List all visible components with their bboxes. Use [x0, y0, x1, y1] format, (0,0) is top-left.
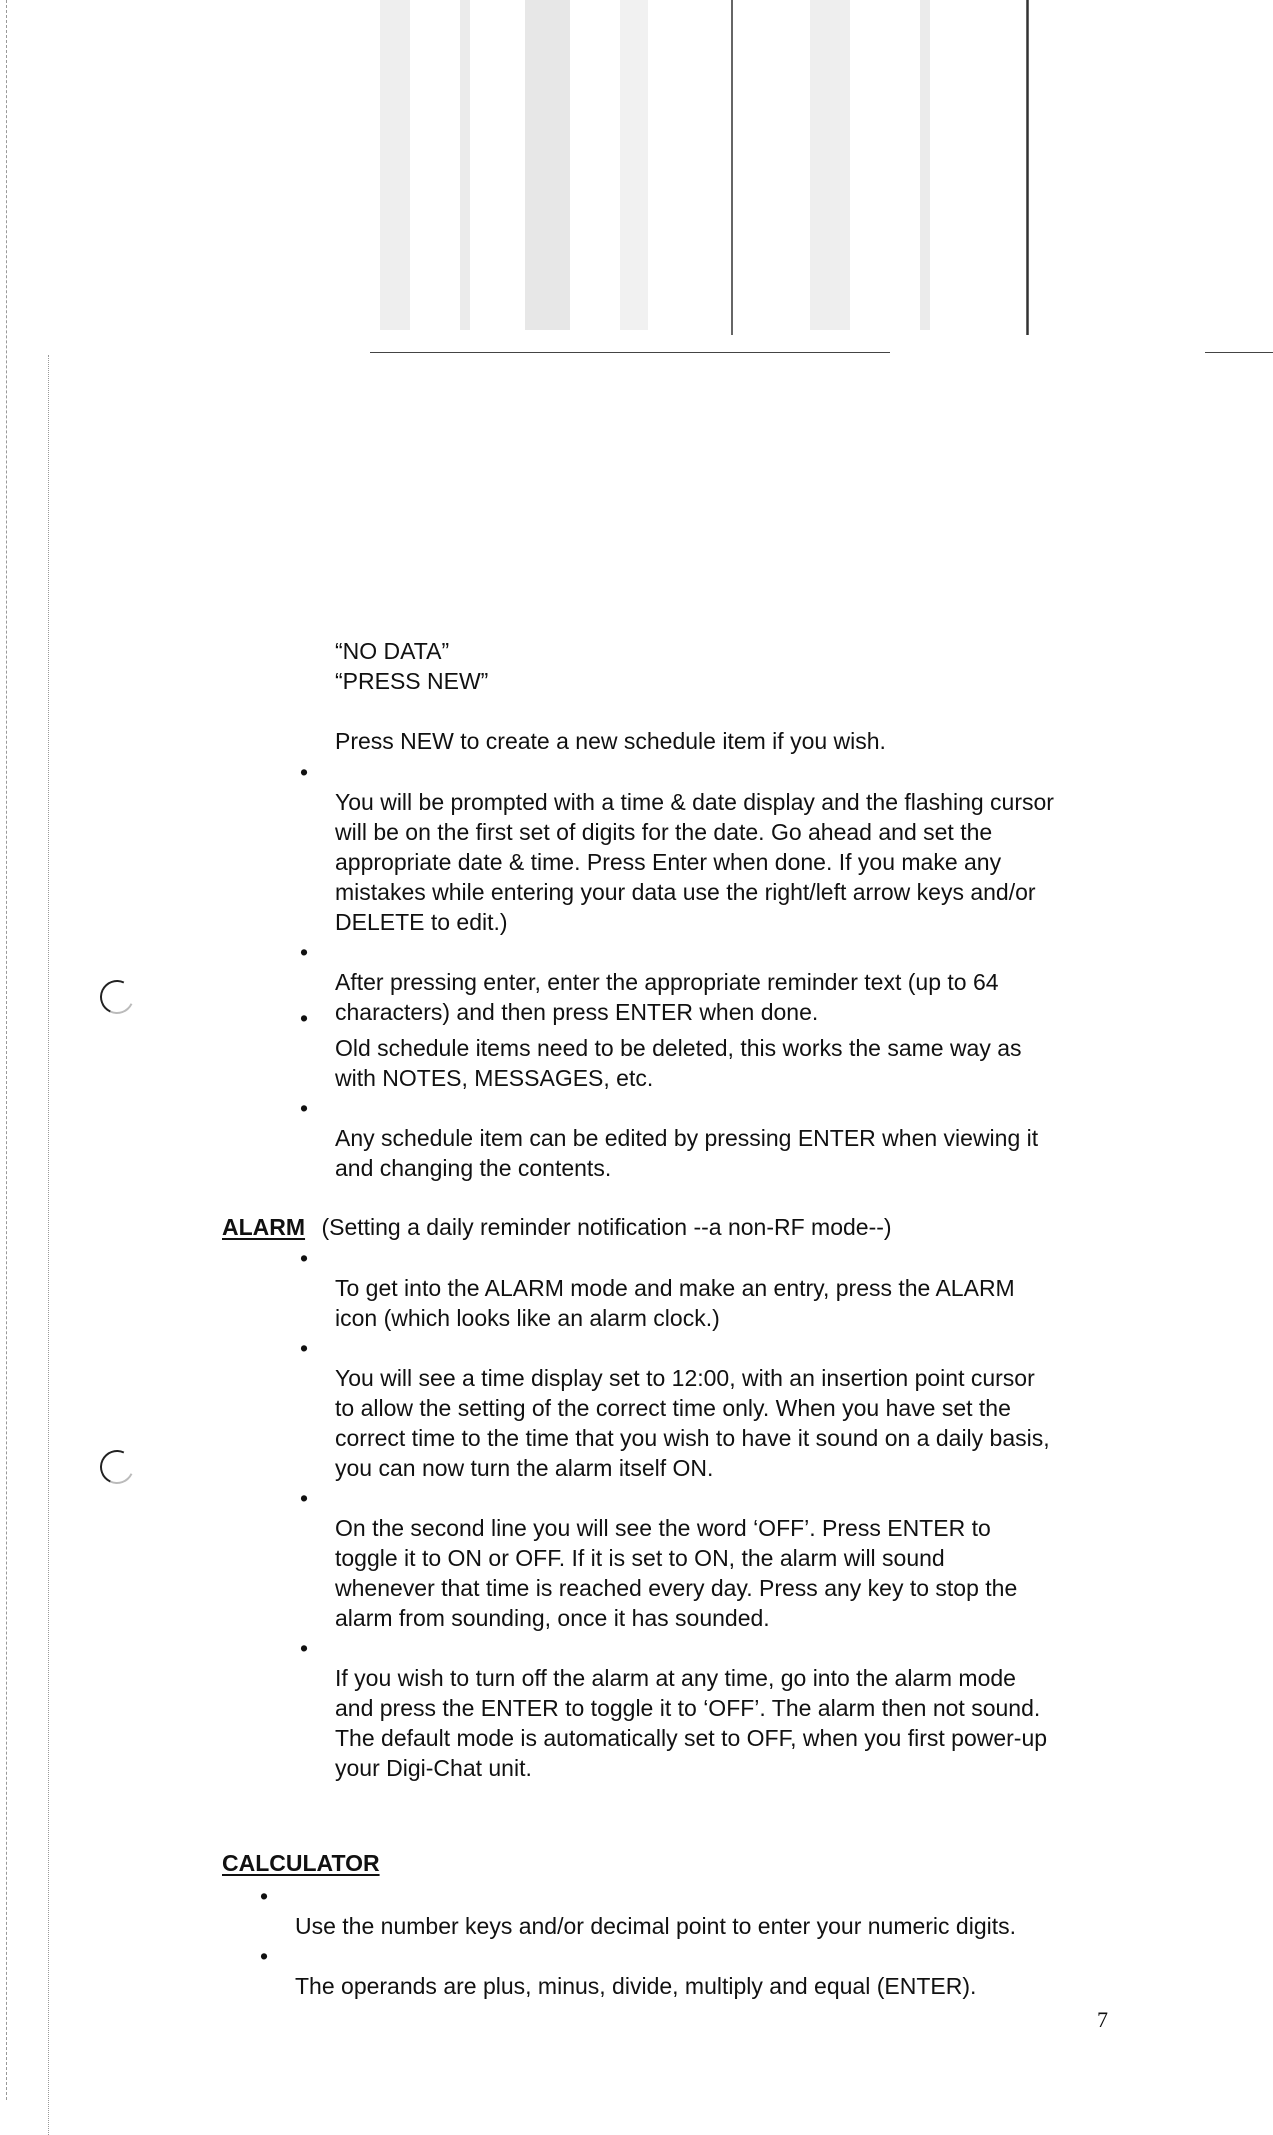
binder-hole-icon [95, 975, 139, 1019]
scan-noise-band [290, 0, 1225, 335]
bullet-icon: • [300, 1335, 309, 1361]
alarm-subtitle: (Setting a daily reminder notification --a non-RF mode--) [321, 1214, 892, 1240]
list-item: • Use the number keys and/or decimal point to enter your numeric digits. [260, 1883, 1017, 1939]
bullet-icon: • [260, 1883, 269, 1909]
alarm-list [300, 1243, 1260, 1783]
list-item: • Any schedule item can be edited by pressing ENTER when viewing it and changing the contents. [300, 1095, 1039, 1181]
display-line: “NO DATA” [335, 638, 450, 664]
scan-rule-right [1205, 352, 1273, 353]
list-item: • After pressing enter, enter the appropriate reminder text (up to 64 characters) and then press ENTER when done. [300, 939, 999, 1025]
list-item: • The operands are plus, minus, divide, multiply and equal (ENTER). [260, 1943, 977, 1999]
display-line: “PRESS NEW” [335, 668, 489, 694]
bullet-icon: • [300, 1245, 309, 1271]
binder-hole-icon [95, 1445, 139, 1489]
list-item: • To get into the ALARM mode and make an entry, press the ALARM icon (which looks like an alarm clock.) [300, 1245, 1015, 1331]
calculator-title: CALCULATOR [222, 1850, 380, 1876]
schedule-list-2 [300, 1003, 1260, 1183]
no-data-display [335, 636, 488, 696]
bullet-icon: • [300, 939, 309, 965]
scan-rule-top [370, 352, 890, 353]
bullet-icon: • [300, 1095, 309, 1121]
margin-line-left [6, 0, 8, 2100]
list-item: • You will be prompted with a time & date display and the flashing cursor will be on the first set of digits for the date. Go ahead and set the appropriate date & time. Press Enter when done. If you make any mistakes while entering your data use the right/left arrow keys and/or DELETE to edit.) [300, 759, 1054, 935]
bullet-icon: • [300, 1635, 309, 1661]
list-item: • If you wish to turn off the alarm at any time, go into the alarm mode and press the ENTER to toggle it to ‘OFF’. The alarm then not sound. The default mode is automatically set to OFF, when you first power-up your Digi-Chat unit. [300, 1635, 1048, 1781]
bullet-icon: • [260, 1943, 269, 1969]
margin-line-inner [48, 355, 50, 2135]
calculator-list [260, 1881, 1260, 2001]
bullet-icon: • [300, 759, 309, 785]
list-item: • You will see a time display set to 12:00, with an insertion point cursor to allow the setting of the correct time only. When you have set the correct time to the time that you wish to have it sound on a daily basis, you can now turn the alarm itself ON. [300, 1335, 1050, 1481]
bullet-icon: • [300, 1485, 309, 1511]
bullet-icon: • [300, 1005, 309, 1031]
intro-note: Press NEW to create a new schedule item if you wish. [335, 728, 886, 754]
alarm-heading-row [222, 1212, 892, 1242]
page-number: 7 [1097, 2007, 1108, 2032]
schedule-list [300, 757, 1260, 1027]
list-item: • On the second line you will see the word ‘OFF’. Press ENTER to toggle it to ON or OFF. If it is set to ON, the alarm will sound whenever that time is reached every day. Press any key to stop the alarm from sounding, once it has sounded. [300, 1485, 1018, 1631]
alarm-title: ALARM [222, 1214, 306, 1240]
list-item: • Old schedule items need to be deleted, this works the same way as with NOTES, MESSAGES, etc. [300, 1005, 1022, 1091]
